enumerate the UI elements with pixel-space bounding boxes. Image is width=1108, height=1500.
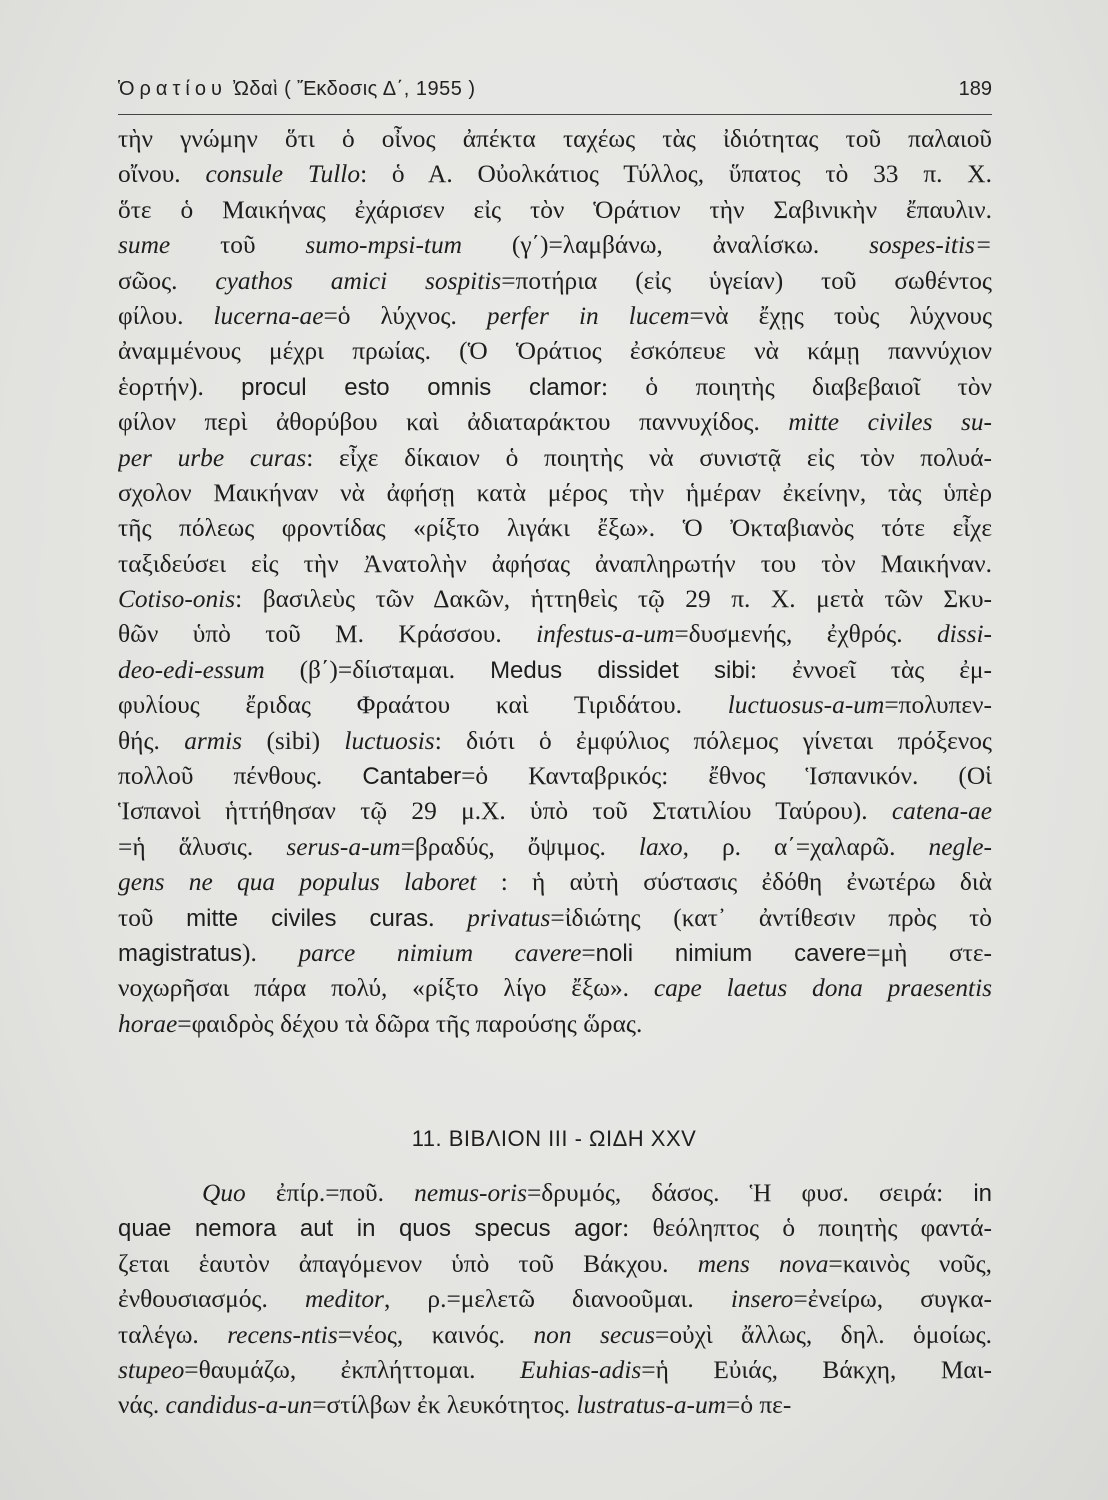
latin-lemma: luctuosus-a-um	[727, 691, 885, 720]
latin-lemma: stupeo	[118, 1355, 185, 1384]
commentary-paragraph-1	[118, 122, 992, 1042]
text-run: : βασιλεὺς τῶν Δακῶν, ἡττηθεὶς τῷ 29 π. Χ. μετὰ τῶν Σκυ-	[235, 585, 992, 614]
text-run: =ἰδιώτης (κατ᾽ ἀντίθεσιν πρὸς τὸ	[550, 903, 992, 932]
text-line	[118, 122, 992, 157]
text-run: : ἐννοεῖ τὰς ἐμ-	[750, 655, 992, 684]
text-run: (γ΄)=λαμβάνω, ἀναλίσκω.	[462, 231, 870, 260]
text-run: =ποτήρια (εἰς ὑγείαν) τοῦ σωθέντος	[501, 266, 992, 295]
running-title-rest: Ὠδαὶ ( Ἔκδοσις Δ΄, 1955 )	[226, 78, 476, 100]
text-run: =νὰ ἔχῃς τοὺς λύχνους	[689, 301, 992, 330]
text-run: νάς.	[118, 1391, 166, 1420]
text-line	[118, 405, 992, 440]
latin-lemma: catena-ae	[891, 797, 992, 826]
latin-lemma: mitte civiles su-	[788, 408, 992, 437]
text-line	[118, 901, 992, 936]
text-run: φίλον περὶ ἀθορύβου καὶ ἀδιαταράκτου παννυχίδος.	[118, 408, 789, 437]
latin-lemma: horae	[118, 1009, 178, 1038]
text-line	[118, 936, 992, 971]
text-run: φυλίους ἔριδας Φραάτου καὶ Τιριδάτου.	[118, 691, 728, 720]
latin-lemma: serus-a-um	[286, 832, 401, 861]
latin-quote: procul esto omnis clamor	[241, 373, 601, 401]
text-line	[118, 617, 992, 652]
text-line	[118, 582, 992, 617]
latin-lemma: lucerna-ae	[213, 301, 324, 330]
text-run: τοῦ	[118, 903, 187, 932]
latin-lemma: per urbe curas	[118, 443, 307, 472]
latin-quote: Cantaber	[362, 763, 462, 791]
text-line	[118, 193, 992, 228]
latin-lemma: lustratus-a-um	[576, 1391, 726, 1420]
text-run: : ὁ Α. Οὐολκάτιος Τύλλος, ὕπατος τὸ 33 π. Χ.	[360, 160, 992, 189]
latin-lemma: parce nimium cavere	[298, 938, 582, 967]
text-run: =	[581, 938, 596, 967]
latin-lemma: nemus-oris	[414, 1179, 527, 1207]
latin-lemma: insero	[730, 1285, 794, 1314]
text-run: φίλου.	[118, 301, 214, 330]
text-line	[118, 830, 992, 865]
text-line	[118, 759, 992, 794]
text-run: =ἐνείρω, συγκα-	[793, 1285, 992, 1314]
latin-lemma: mens nova	[697, 1249, 829, 1278]
text-run: , ρ.=μελετῶ διανοοῦμαι.	[383, 1285, 731, 1314]
text-run: ).	[242, 938, 299, 967]
latin-lemma: infestus-a-um	[536, 620, 675, 649]
text-line	[118, 653, 992, 688]
latin-lemma: meditor	[304, 1285, 384, 1314]
text-line	[118, 1388, 992, 1423]
latin-lemma: Cotiso-onis	[118, 585, 236, 614]
latin-lemma: non secus	[533, 1320, 656, 1349]
latin-lemma: privatus	[467, 903, 551, 932]
text-run: : ἡ αὐτὴ σύστασις ἐδόθη ἐνωτέρω διὰ	[476, 868, 992, 897]
latin-lemma: armis	[184, 726, 243, 755]
text-run: =θαυμάζω, ἐκπλήττομαι.	[184, 1355, 520, 1384]
text-run: =στίλβων ἐκ λευκότητος.	[312, 1391, 577, 1420]
text-run: =ὁ λύχνος.	[323, 301, 487, 330]
latin-lemma: perfer in lucem	[486, 301, 690, 330]
text-run: νοχωρῆσαι πάρα πολύ, «ρίξτο λίγο ἔξω».	[118, 974, 654, 1003]
text-run: =ὁ Κανταβρικός: ἔθνος Ἱσπανικόν. (Οἱ	[461, 762, 992, 791]
latin-lemma: consule Tullo	[205, 160, 361, 189]
running-title	[118, 78, 476, 101]
latin-lemma: Quo	[202, 1179, 246, 1207]
text-run: : διότι ὁ ἐμφύλιος πόλεμος γίνεται πρόξενος	[434, 726, 992, 755]
latin-lemma: cyathos amici sospitis	[215, 266, 502, 295]
latin-quote: noli nimium cavere	[595, 939, 867, 967]
text-line	[118, 865, 992, 900]
text-run: ἐνθουσιασμός.	[118, 1285, 305, 1314]
text-run: =ἡ ἅλυσις.	[118, 832, 287, 861]
text-run: =καινὸς νοῦς,	[828, 1249, 992, 1278]
text-run: =δυσμενής, ἐχθρός.	[674, 620, 937, 649]
section-title: 11. ΒΙΒΛΙΟΝ III - ΩΙΔΗ XXV	[411, 1126, 697, 1151]
page-number: 189	[958, 78, 992, 100]
text-run: ταλέγω.	[118, 1320, 228, 1349]
text-run: : θεόληπτος ὁ ποιητὴς φαντά-	[622, 1214, 992, 1243]
text-run: =οὐχὶ ἄλλως, δηλ. ὁμοίως.	[655, 1320, 992, 1349]
latin-lemma: laxo	[638, 832, 683, 861]
text-run: ταξιδεύσει εἰς τὴν Ἀνατολὴν ἀφήσας ἀναπληρωτήν του τὸν Μαικήναν.	[118, 549, 992, 578]
text-line	[118, 511, 992, 546]
latin-lemma: dissi-	[936, 620, 992, 649]
text-run: ἀναμμένους μέχρι πρωίας. (Ὁ Ὁράτιος ἐσκόπευε νὰ κάμῃ παννύχιον	[118, 337, 992, 366]
text-line	[118, 334, 992, 369]
text-line	[118, 688, 992, 723]
text-run: =βραδύς, ὄψιμος.	[400, 832, 639, 861]
latin-lemma: luctuosis	[344, 726, 435, 755]
latin-quote: magistratus	[118, 939, 243, 967]
text-line	[118, 1007, 992, 1042]
latin-lemma: sumo-mpsi-tum	[305, 231, 462, 260]
text-run: ὅτε ὁ Μαικήνας ἐχάρισεν εἰς τὸν Ὁράτιον τὴν Σαβινικὴν ἔπαυλιν.	[118, 195, 992, 224]
text-run: : ὁ ποιητὴς διαβεβαιοῖ τὸν	[601, 372, 992, 401]
latin-lemma: sospes-itis=	[869, 231, 992, 260]
latin-lemma: Euhias-adis	[519, 1355, 642, 1384]
text-run: (β΄)=δίισταμαι.	[264, 655, 491, 684]
running-title-author: Ὁρατίου	[118, 78, 227, 100]
text-run: =μὴ στε-	[866, 938, 992, 967]
latin-lemma: deo-edi-essum	[118, 655, 265, 684]
text-run: τοῦ	[170, 231, 306, 260]
text-run: , ρ. α΄=χαλαρῶ.	[682, 832, 929, 861]
text-line	[118, 228, 992, 263]
text-run: =δρυμός, δάσος. Ἡ φυσ. σειρά:	[526, 1179, 974, 1207]
text-run: Ἱσπανοὶ ἡττήθησαν τῷ 29 μ.Χ. ὑπὸ τοῦ Στατιλίου Ταύρου).	[118, 797, 892, 826]
text-line	[118, 370, 992, 405]
text-line	[118, 157, 992, 192]
text-line	[118, 476, 992, 511]
text-line	[118, 1176, 992, 1211]
text-run: : εἶχε δίκαιον ὁ ποιητὴς νὰ συνιστᾷ εἰς τὸν πολυά-	[306, 443, 992, 472]
text-line	[118, 1211, 992, 1246]
text-run: (sibi)	[242, 726, 345, 755]
latin-lemma: sume	[118, 231, 171, 260]
latin-quote: quae nemora aut in quos specus agor	[118, 1215, 623, 1243]
text-run: τὴν γνώμην ὅτι ὁ οἶνος ἀπέκτα ταχέως τὰς ἰδιότητας τοῦ παλαιοῦ	[118, 125, 992, 153]
text-run: ζεται ἑαυτὸν ἀπαγόμενον ὑπὸ τοῦ Βάκχου.	[118, 1249, 698, 1278]
text-run: =νέος, καινός.	[337, 1320, 534, 1349]
text-run: =ὁ πε-	[726, 1391, 792, 1420]
text-run: σχολον Μαικήναν νὰ ἀφήσῃ κατὰ μέρος τὴν ἡμέραν ἐκείνην, τὰς ὑπὲρ	[118, 478, 992, 507]
latin-quote: Medus dissidet sibi	[490, 656, 751, 684]
text-run: ἑορτήν).	[118, 372, 242, 401]
running-header	[118, 74, 992, 115]
text-line	[118, 724, 992, 759]
latin-quote: in	[973, 1180, 992, 1207]
text-run: =πολυπεν-	[884, 691, 992, 720]
text-run: =ἡ Εὐιάς, Βάκχη, Μαι-	[641, 1355, 992, 1384]
text-line	[118, 441, 992, 476]
text-line	[118, 971, 992, 1006]
text-run: ἐπίρ.=ποῦ.	[245, 1179, 415, 1207]
text-run: θῶν ὑπὸ τοῦ Μ. Κράσσου.	[118, 620, 537, 649]
commentary-paragraph-2	[118, 1176, 992, 1424]
text-run: τῆς πόλεως φροντίδας «ρίξτο λιγάκι ἔξω». Ὁ Ὀκταβιανὸς τότε εἶχε	[118, 514, 992, 543]
latin-lemma: gens ne qua populus laboret	[118, 868, 477, 897]
text-run: πολλοῦ πένθους.	[118, 762, 363, 791]
text-line	[118, 547, 992, 582]
text-line	[118, 1353, 992, 1388]
text-line	[118, 299, 992, 334]
text-line	[118, 1318, 992, 1353]
latin-lemma: candidus-a-un	[165, 1391, 313, 1420]
text-run: =φαιδρὸς δέχου τὰ δῶρα τῆς παρούσης ὥρας.	[177, 1009, 643, 1038]
text-line	[118, 1247, 992, 1282]
text-line	[118, 1282, 992, 1317]
latin-quote: mitte civiles curas	[186, 904, 429, 932]
latin-lemma: cape laetus dona praesentis	[653, 974, 992, 1003]
text-line	[118, 264, 992, 299]
latin-lemma: negle-	[928, 832, 992, 861]
text-line	[118, 794, 992, 829]
text-run: θής.	[118, 726, 185, 755]
text-run: .	[428, 903, 468, 932]
text-run: σῶος.	[118, 266, 216, 295]
latin-lemma: recens-ntis	[227, 1320, 338, 1349]
text-run: οἴνου.	[118, 160, 206, 189]
